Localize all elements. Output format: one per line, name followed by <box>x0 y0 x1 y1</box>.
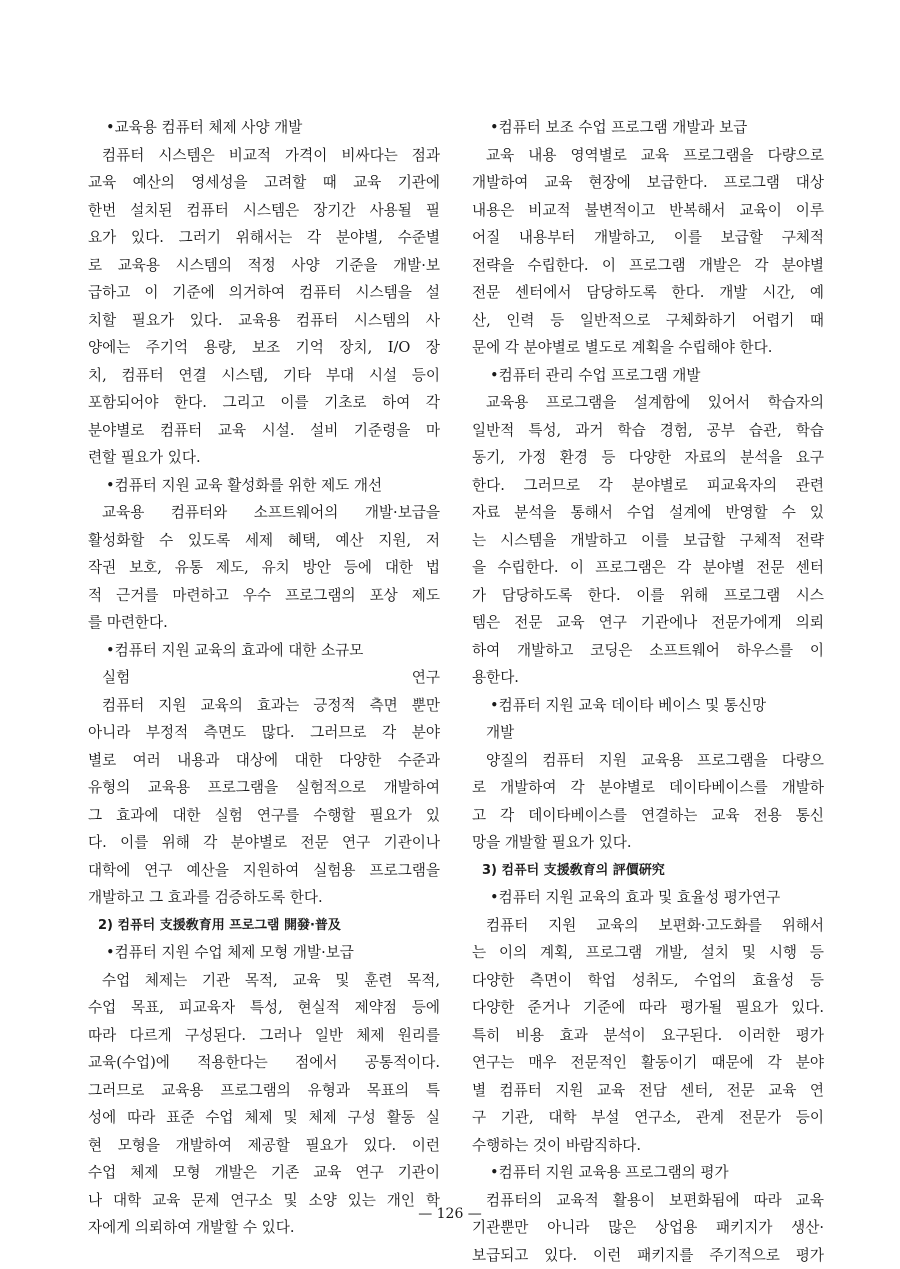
paragraph-first-line: 양질의 컴퓨터 지원 교육용 프로그램을 다량으 <box>472 747 824 775</box>
text-line: 개발하여 교육 현장에 보급한다. 프로그램 대상 <box>472 169 824 197</box>
text-line: 는 시스템을 개발하고 이를 보급할 구체적 전략 <box>472 527 824 555</box>
text-line: 내용은 비교적 불변적이고 반복해서 교육이 이루 <box>472 197 824 225</box>
paragraph-first-line: 교육 내용 영역별로 교육 프로그램을 다량으로 <box>472 142 824 170</box>
text-line: 별로 여러 내용과 대상에 대한 다양한 수준과 <box>88 747 440 775</box>
paragraph-last-line: 를 마련한다. <box>88 609 440 637</box>
bullet-heading: •컴퓨터 지원 교육의 효과 및 효율성 평가연구 <box>472 884 824 912</box>
text-line: 하여 개발하고 코딩은 소프트웨어 하우스를 이 <box>472 637 824 665</box>
text-line: 한다. 그러므로 각 분야별로 피교육자의 관련 <box>472 472 824 500</box>
text-line: 별 컴퓨터 지원 교육 전담 센터, 전문 교육 연 <box>472 1077 824 1105</box>
text-line: 수업 목표, 피교육자 특성, 현실적 제약점 등에 <box>88 994 440 1022</box>
text-line: 한번 설치된 컴퓨터 시스템은 장기간 사용될 필 <box>88 197 440 225</box>
section-heading: 2) 컴퓨터 支援敎育用 프로그램 開發·普及 <box>88 912 440 940</box>
paragraph-last-line: 망을 개발할 필요가 있다. <box>472 829 824 857</box>
text-line: 요가 있다. 그러기 위해서는 각 분야별, 수준별 <box>88 224 440 252</box>
text-line: 따라 다르게 구성된다. 그러나 일반 체제 원리를 <box>88 1022 440 1050</box>
bullet-heading: •컴퓨터 지원 교육 활성화를 위한 제도 개선 <box>88 472 440 500</box>
text-line: 자료 분석을 통해서 수업 설계에 반영할 수 있 <box>472 499 824 527</box>
paragraph-last-line: 개발하고 그 효과를 검증하도록 한다. <box>88 884 440 912</box>
page-number: — 126 — <box>0 1206 900 1222</box>
paragraph-last-line: 문에 각 분야별로 별도로 계획을 수립해야 한다. <box>472 334 824 362</box>
text-line: 치, 컴퓨터 연결 시스템, 기타 부대 시설 등이 <box>88 362 440 390</box>
text-line: 적 근거를 마련하고 우수 프로그램의 포상 제도 <box>88 582 440 610</box>
paragraph-last-line: 자에게 의뢰하여 개발할 수 있다. <box>88 1214 440 1242</box>
text-line: 동기, 가정 환경 등 다양한 자료의 분석을 요구 <box>472 444 824 472</box>
paragraph-first-line: 교육용 프로그램을 설계함에 있어서 학습자의 <box>472 389 824 417</box>
paragraph-first-line: 컴퓨터의 교육적 활용이 보편화됨에 따라 교육 <box>472 1187 824 1215</box>
text-line: 급하고 이 기준에 의거하여 컴퓨터 시스템을 설 <box>88 279 440 307</box>
section-heading: 3) 컴퓨터 支援敎育의 評價硏究 <box>472 857 824 885</box>
text-line: 로 개발하여 각 분야별로 데이타베이스를 개발하 <box>472 774 824 802</box>
paragraph-first-line: 수업 체제는 기관 목적, 교육 및 훈련 목적, <box>88 967 440 995</box>
text-line: 는 이의 계획, 프로그램 개발, 설치 및 시행 등 <box>472 939 824 967</box>
paragraph-first-line: 컴퓨터 지원 교육의 보편화·고도화를 위해서 <box>472 912 824 940</box>
bullet-heading: •컴퓨터 지원 수업 체제 모형 개발·보급 <box>88 939 440 967</box>
text-line: 템은 전문 교육 연구 기관에나 전문가에게 의뢰 <box>472 609 824 637</box>
paragraph-first-line: 실험 연구 <box>88 664 440 692</box>
right-column <box>472 114 824 1269</box>
bullet-heading: •컴퓨터 관리 수업 프로그램 개발 <box>472 362 824 390</box>
text-line: 활성화할 수 있도록 세제 혜택, 예산 지원, 저 <box>88 527 440 555</box>
text-line: 구 기관, 대학 부설 연구소, 관계 전문가 등이 <box>472 1104 824 1132</box>
bullet-heading: •컴퓨터 지원 교육의 효과에 대한 소규모 <box>88 637 440 665</box>
text-line: 다양한 측면이 학업 성취도, 수업의 효율성 등 <box>472 967 824 995</box>
text-line: 고 각 데이타베이스를 연결하는 교육 전용 통신 <box>472 802 824 830</box>
text-line: 다양한 준거나 기준에 따라 평가될 필요가 있다. <box>472 994 824 1022</box>
text-line: 나 대학 교육 문제 연구소 및 소양 있는 개인 학 <box>88 1187 440 1215</box>
left-column <box>88 114 440 1242</box>
text-line: 수업 체제 모형 개발은 기존 교육 연구 기관이 <box>88 1159 440 1187</box>
text-line: 산, 인력 등 일반적으로 구체화하기 어렵기 때 <box>472 307 824 335</box>
paragraph-last-line: 수행하는 것이 바람직하다. <box>472 1132 824 1160</box>
paragraph-first-line: 개발 <box>472 719 824 747</box>
bullet-heading: •컴퓨터 지원 교육 데이타 베이스 및 통신망 <box>472 692 824 720</box>
text-line: 치할 필요가 있다. 교육용 컴퓨터 시스템의 사 <box>88 307 440 335</box>
text-line: 어질 내용부터 개발하고, 이를 보급할 구체적 <box>472 224 824 252</box>
paragraph-first-line: 교육용 컴퓨터와 소프트웨어의 개발·보급을 <box>88 499 440 527</box>
text-line: 가 담당하도록 한다. 이를 위해 프로그램 시스 <box>472 582 824 610</box>
text-line: 현 모형을 개발하여 제공할 필요가 있다. 이런 <box>88 1132 440 1160</box>
text-line: 일반적 특성, 과거 학습 경험, 공부 습관, 학습 <box>472 417 824 445</box>
text-line: 작권 보호, 유통 제도, 유치 방안 등에 대한 법 <box>88 554 440 582</box>
text-line: 을 수립한다. 이 프로그램은 각 분야별 전문 센터 <box>472 554 824 582</box>
bullet-heading: •교육용 컴퓨터 체제 사양 개발 <box>88 114 440 142</box>
text-line: 다. 이를 위해 각 분야별로 전문 연구 기관이나 <box>88 829 440 857</box>
text-line: 전략을 수립한다. 이 프로그램 개발은 각 분야별 <box>472 252 824 280</box>
text-line: 성에 따라 표준 수업 체제 및 체제 구성 활동 실 <box>88 1104 440 1132</box>
text-line: 전문 센터에서 담당하도록 한다. 개발 시간, 예 <box>472 279 824 307</box>
bullet-heading: •컴퓨터 지원 교육용 프로그램의 평가 <box>472 1159 824 1187</box>
text-line: 아니라 부정적 측면도 많다. 그러므로 각 분야 <box>88 719 440 747</box>
text-line: 연구는 매우 전문적인 활동이기 때문에 각 분야 <box>472 1049 824 1077</box>
text-line: 보급되고 있다. 이런 패키지를 주기적으로 평가 <box>472 1242 824 1269</box>
text-line: 교육(수업)에 적용한다는 점에서 공통적이다. <box>88 1049 440 1077</box>
bullet-heading: •컴퓨터 보조 수업 프로그램 개발과 보급 <box>472 114 824 142</box>
text-line: 양에는 주기억 용량, 보조 기억 장치, I/O 장 <box>88 334 440 362</box>
paragraph-first-line: 컴퓨터 지원 교육의 효과는 긍정적 측면 뿐만 <box>88 692 440 720</box>
text-line: 포함되어야 한다. 그리고 이를 기초로 하여 각 <box>88 389 440 417</box>
text-line: 기관뿐만 아니라 많은 상업용 패키지가 생산· <box>472 1214 824 1242</box>
text-line: 교육 예산의 영세성을 고려할 때 교육 기관에 <box>88 169 440 197</box>
text-line: 그 효과에 대한 실험 연구를 수행할 필요가 있 <box>88 802 440 830</box>
text-line: 유형의 교육용 프로그램을 실험적으로 개발하여 <box>88 774 440 802</box>
paragraph-last-line: 용한다. <box>472 664 824 692</box>
text-line: 그러므로 교육용 프로그램의 유형과 목표의 특 <box>88 1077 440 1105</box>
text-line: 로 교육용 시스템의 적정 사양 기준을 개발·보 <box>88 252 440 280</box>
paragraph-last-line: 련할 필요가 있다. <box>88 444 440 472</box>
text-line: 분야별로 컴퓨터 교육 시설. 설비 기준령을 마 <box>88 417 440 445</box>
paragraph-first-line: 컴퓨터 시스템은 비교적 가격이 비싸다는 점과 <box>88 142 440 170</box>
text-line: 대학에 연구 예산을 지원하여 실험용 프로그램을 <box>88 857 440 885</box>
text-line: 특히 비용 효과 분석이 요구된다. 이러한 평가 <box>472 1022 824 1050</box>
